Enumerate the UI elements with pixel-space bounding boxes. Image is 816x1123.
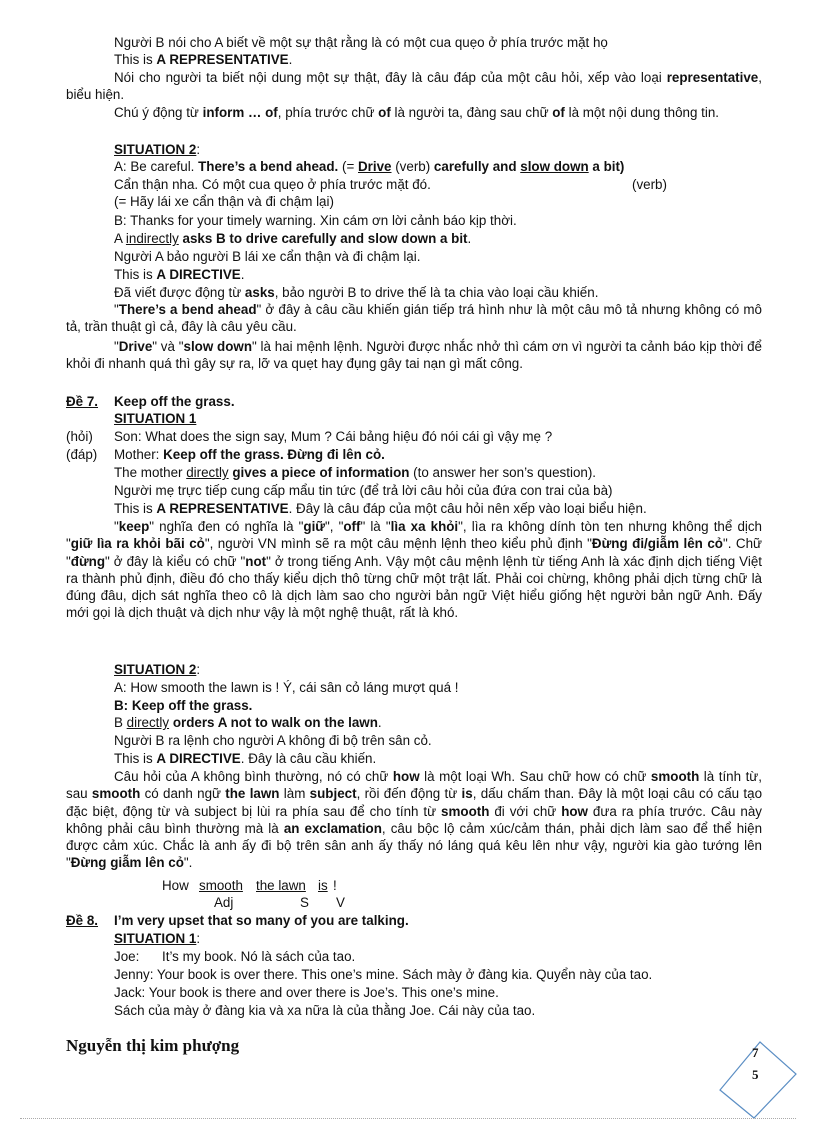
example-word: the lawn <box>256 878 306 893</box>
paragraph: Người B nói cho A biết về một sự thật rằng là có một cua quẹo ở phía trước mặt họ <box>114 35 608 50</box>
situation-heading: SITUATION 2: <box>114 662 201 677</box>
dialogue-line: Sách của mày ở đàng kia và xa nữa là của thằng Joe. Cái này của tao. <box>114 1003 536 1018</box>
example-word: smooth <box>199 878 243 893</box>
paragraph: Nói cho người ta biết nội dung một sự thật, đây là câu đáp của một câu hỏi, xếp vào loại representative, biểu hiện. <box>66 70 762 103</box>
dialogue-line: Mother: Keep off the grass. Đừng đi lên cỏ. <box>114 447 385 462</box>
paragraph: "There’s a bend ahead" ở đây à câu cầu khiến gián tiếp trá hình như là một câu mô tả nhưng không có mô tả, trần thuật gì cả, đây là câu yêu cầu. <box>66 302 762 335</box>
dialogue-line: It’s my book. Nó là sách của tao. <box>162 949 356 964</box>
dialogue-line: Jack: Your book is there and over there is Joe’s. This one’s mine. <box>114 985 499 1000</box>
paragraph: Đã viết được động từ asks, bảo người B to drive thế là ta chia vào loại cầu khiến. <box>114 285 599 300</box>
paragraph: A indirectly asks B to drive carefully and slow down a bit. <box>114 231 472 246</box>
exercise-title: I’m very upset that so many of you are talking. <box>114 913 409 928</box>
situation-heading: SITUATION 1 <box>114 411 197 426</box>
dialogue-line: B: Keep off the grass. <box>114 698 253 713</box>
bottom-divider <box>20 1118 796 1119</box>
paragraph: The mother directly gives a piece of information (to answer her son’s question). <box>114 465 597 480</box>
example-word: ! <box>333 878 337 893</box>
paragraph: "keep" nghĩa đen có nghĩa là "giữ", "off" là "lìa xa khỏi", lìa ra không dính tòn ten nhưng không thể dịch "giữ lìa ra khỏi bãi cỏ", người VN mình sẽ ra một câu mệnh lệnh theo kiểu phủ định "Đừng đi/giẫm lên cỏ". Chữ "đừng" ở đây là kiểu có chữ "not" ở trong tiếng Anh. Vậy một câu mệnh lệnh từ tiếng Anh là xác định dịch tiếng Việt ra thành phủ định, điều đó cho thấy kiểu dịch thô từng chữ một trật lất. Phải coi chừng, không phải dịch từng chữ là đúng đâu, dịch sát nghĩa theo cô là dịch làm sao cho người bản ngữ Việt hiểu giống hệt người bản ngữ Anh. Đấy mới gọi là dịch thuật và dịch như vậy là một nghệ thuật, rất là khó. <box>66 519 763 621</box>
grammar-label: V <box>336 895 345 910</box>
paragraph: "Drive" và "slow down" là hai mệnh lệnh. Người được nhắc nhở thì cám ơn vì người ta cảnh báo kịp thời để khỏi đi nhanh quá thì gây sự ra, lỡ va quẹt hay đụng gây tai nạn gì mất công. <box>66 339 762 372</box>
question-tag: (hỏi) <box>66 429 93 444</box>
exercise-heading: Đề 7. <box>66 394 99 409</box>
dialogue-line: Jenny: Your book is over there. This one’s mine. Sách mày ở đàng kia. Quyển này của tao. <box>114 967 653 982</box>
paragraph: Người mẹ trực tiếp cung cấp mẩu tin tức (để trả lời câu hỏi của đứa con trai của bà) <box>114 483 613 498</box>
author-footer: Nguyễn thị kim phượng <box>66 1036 240 1055</box>
situation-heading: SITUATION 2: <box>114 142 201 157</box>
page-number-top: 7 <box>752 1045 759 1060</box>
paragraph: This is A DIRECTIVE. <box>114 267 245 282</box>
dialogue-line: B: Thanks for your timely warning. Xin cám ơn lời cảnh báo kịp thời. <box>114 213 517 228</box>
dialogue-line: A: Be careful. There’s a bend ahead. (= Drive (verb) carefully and slow down a bit) <box>114 159 625 174</box>
verb-note: (verb) <box>632 177 667 192</box>
exercise-heading: Đề 8. <box>66 913 99 928</box>
paragraph: This is A REPRESENTATIVE. Đây là câu đáp của một câu hỏi nên xếp vào loại biểu hiện. <box>114 501 647 516</box>
dialogue-line: Cẩn thận nha. Có một cua quẹo ở phía trước mặt đó. <box>114 177 431 192</box>
paragraph: This is A DIRECTIVE. Đây là câu cầu khiến. <box>114 751 377 766</box>
dialogue-line: A: How smooth the lawn is ! Ý, cái sân cỏ láng mượt quá ! <box>114 680 459 695</box>
paragraph: Người B ra lệnh cho người A không đi bộ trên sân cỏ. <box>114 733 432 748</box>
grammar-label: S <box>300 895 309 910</box>
paragraph: Người A bảo người B lái xe cẩn thận và đi chậm lại. <box>114 249 421 264</box>
exercise-title: Keep off the grass. <box>114 394 235 409</box>
situation-heading: SITUATION 1: <box>114 931 201 946</box>
paragraph: This is A REPRESENTATIVE. <box>114 52 293 67</box>
answer-tag: (đáp) <box>66 447 98 462</box>
paragraph: Chú ý động từ inform … of, phía trước chữ of là người ta, đàng sau chữ of là một nội dung thông tin. <box>114 105 719 120</box>
example-word: is <box>318 878 328 893</box>
example-word: How <box>162 878 189 893</box>
paragraph: Câu hỏi của A không bình thường, nó có chữ how là một loại Wh. Sau chữ how có chữ smooth là tính từ, sau smooth có danh ngữ the lawn làm subject, rồi đến động từ is, dấu chấm than. Đây là một loại câu có cấu tạo đặc biệt, động từ và subject bị lùi ra phía sau để cho tính từ smooth đi với chữ how đưa ra phía trước. Câu này không phải câu bình thường mà là an exclamation, câu bộc lộ cảm xúc/cảm thán, phải dịch làm sao để thể hiện được cảm xúc. Chắc là anh ấy đi bộ trên sân anh ấy thấy nó láng quá kêu lên như vậy, người kia gào tướng lên "Đừng giẫm lên cỏ". <box>66 769 763 871</box>
paragraph: B directly orders A not to walk on the lawn. <box>114 715 382 730</box>
grammar-label: Adj <box>214 895 234 910</box>
dialogue-line: (= Hãy lái xe cẩn thận và đi chậm lại) <box>114 194 334 209</box>
dialogue-line: Son: What does the sign say, Mum ? Cái bảng hiệu đó nói cái gì vậy mẹ ? <box>114 429 553 444</box>
dialogue-line: Joe: <box>114 949 140 964</box>
page-number-bottom: 5 <box>752 1067 759 1082</box>
